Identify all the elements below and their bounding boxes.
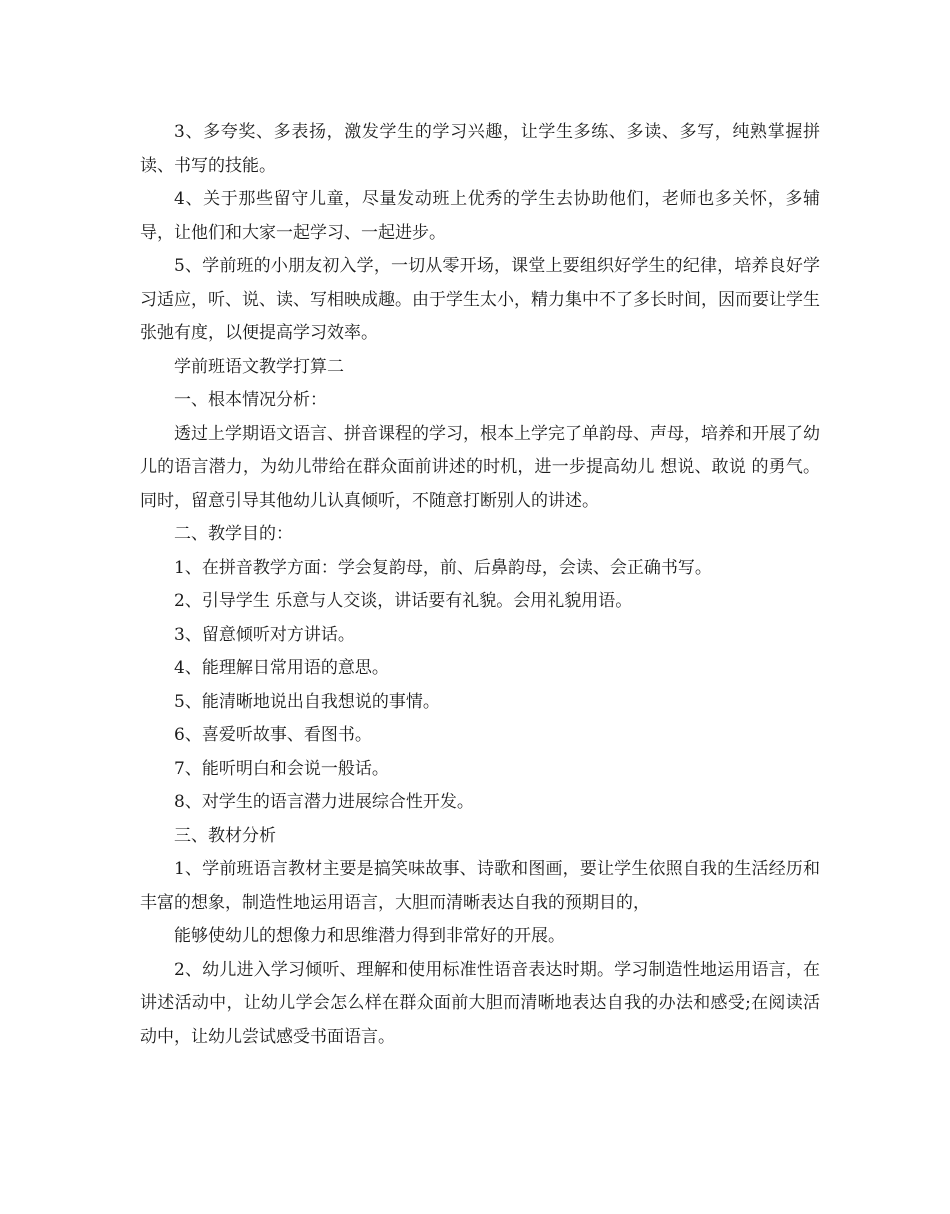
paragraph-item-5-discipline: 5、学前班的小朋友初入学，一切从零开场，课堂上要组织好学生的纪律，培养良好学习适应，听、说、读、写相映成趣。由于学生太小，精力集中不了多长时间，因而要让学生张弛有度，以便提高学习效率。	[140, 256, 820, 343]
document-body	[140, 116, 820, 1054]
goal-item-5: 5、能清晰地说出自我想说的事情。	[174, 691, 440, 712]
goal-item-6: 6、喜爱听故事、看图书。	[174, 725, 372, 745]
goal-item-4: 4、能理解日常用语的意思。	[174, 658, 389, 678]
goal-item-8: 8、对学生的语言潜力进展综合性开发。	[174, 792, 474, 812]
materials-item-1: 1、学前班语言教材主要是搞笑味故事、诗歌和图画，要让学生依照自我的生活经历和丰富的想象，制造性地运用语言，大胆而清晰表达自我的预期目的，	[140, 859, 820, 913]
heading-teaching-goals: 二、教学目的：	[174, 524, 293, 544]
section-title-plan-two: 学前班语文教学打算二	[174, 356, 344, 377]
paragraph-situation-analysis: 透过上学期语文语言、拼音课程的学习，根本上学完了单韵母、声母，培养和开展了幼儿的语言潜力，为幼儿带给在群众面前讲述的时机，进一步提高幼儿 想说、敢说 的勇气。同时，留意引导其他幼儿认真倾听，不随意打断别人的讲述。	[140, 423, 820, 511]
materials-item-1-continued: 能够使幼儿的想像力和思维潜力得到非常好的开展。	[174, 926, 565, 946]
goal-item-7: 7、能听明白和会说一般话。	[174, 758, 389, 779]
goal-item-2: 2、引导学生 乐意与人交谈，讲话要有礼貌。会用礼貌用语。	[174, 591, 633, 611]
paragraph-item-3-praise: 3、多夸奖、多表扬，激发学生的学习兴趣，让学生多练、多读、多写，纯熟掌握拼读、书写的技能。	[140, 122, 820, 176]
materials-item-2: 2、幼儿进入学习倾听、理解和使用标准性语音表达时期。学习制造性地运用语言，在讲述活动中，让幼儿学会怎么样在群众面前大胆而清晰地表达自我的办法和感受;在阅读活动中，让幼儿尝试感受书面语言。	[140, 959, 820, 1047]
goal-item-1: 1、在拼音教学方面：学会复韵母，前、后鼻韵母，会读、会正确书写。	[174, 557, 712, 578]
goal-item-3: 3、留意倾听对方讲话。	[174, 624, 355, 645]
heading-materials-analysis: 三、教材分析	[174, 825, 276, 846]
paragraph-item-4-left-behind-children: 4、关于那些留守儿童，尽量发动班上优秀的学生去协助他们，老师也多关怀，多辅导，让他们和大家一起学习、一起进步。	[140, 189, 820, 243]
heading-situation-analysis: 一、根本情况分析：	[174, 390, 327, 410]
